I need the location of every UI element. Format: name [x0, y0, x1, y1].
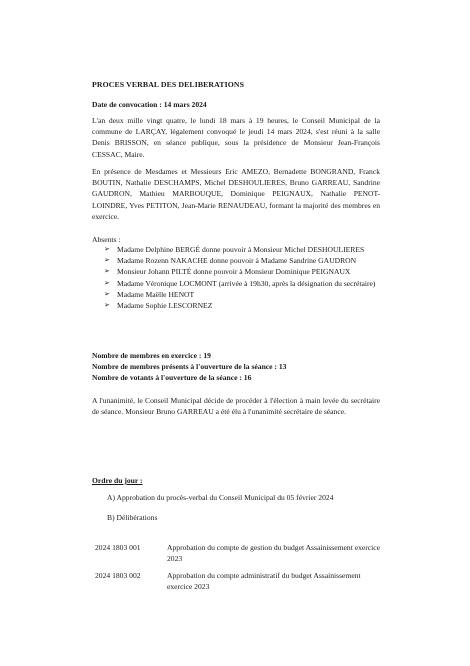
- arrow-bullet-icon: ➢: [104, 267, 110, 276]
- convocation-date: Date de convocation : 14 mars 2024: [92, 100, 207, 109]
- count-present: Nombre de membres présents à l'ouverture de la séance : 13: [92, 362, 287, 371]
- absent-item-text: Madame Rozenn NAKACHE donne pouvoir à Madame Sandrine GAUDRON: [117, 256, 357, 266]
- arrow-bullet-icon: ➢: [104, 278, 110, 287]
- absent-item-text: Madame Maëlle HENOT: [117, 289, 195, 299]
- absent-item-text: Madame Delphine BERGÉ donne pouvoir à Monsieur Michel DESHOULIERES: [117, 245, 365, 254]
- absent-item-text: Madame Véronique LOCMONT (arrivée à 19h30, après la désignation du secrétaire): [117, 278, 376, 288]
- arrow-bullet-icon: ➢: [104, 245, 110, 253]
- arrow-bullet-icon: ➢: [104, 289, 110, 298]
- deliberation-text: Approbation du compte administratif du budget Assainissement exercice 2023: [167, 571, 361, 592]
- absent-item: [104, 289, 380, 300]
- deliberation-number: 2024 1803 001: [95, 543, 141, 552]
- presents-paragraph: En présence de Mesdames et Messieurs Eric AMEZO, Bernadette BONGRAND, Franck BOUTIN, Nathalie DESCHAMPS, Michel DESHOULIERES, Bruno GARREAU, Sandrine GAUDRON, Mathieu MARBOUQUE, Dominique PEIGNAUX, Nathalie PENOT-LOINDRE, Yves PETITON, Jean-Marie RENAUDEAU, formant la majorité des membres en exercice.: [92, 167, 380, 221]
- intro-paragraph: L'an deux mille vingt quatre, le lundi 18 mars à 19 heures, le Conseil Municipal de la commune de LARÇAY, légalement convoqué le jeudi 14 mars 2024, s'est réuni à la salle Denis BRISSON, en séance publique, sous la présidence de Monsieur Jean-François CESSAC, Maire.: [92, 116, 380, 159]
- count-voters: Nombre de votants à l'ouverture de la séance : 16: [92, 373, 252, 382]
- secretary-election-paragraph: A l'unanimité, le Conseil Municipal décide de procéder à l'élection à main levée du secrétaire de séance. Monsieur Bruno GARREAU a été élu à l'unanimité secrétaire de séance.: [92, 396, 380, 417]
- absent-item-text: Monsieur Johann PILTÉ donne pouvoir à Monsieur Dominique PEIGNAUX: [117, 267, 351, 277]
- arrow-bullet-icon: ➢: [104, 301, 110, 310]
- document-title: PROCES VERBAL DES DELIBERATIONS: [92, 80, 245, 89]
- absent-item-text: Madame Sophie LESCORNEZ: [117, 301, 213, 311]
- deliberation-number: 2024 1803 002: [95, 571, 141, 580]
- deliberation-text: Approbation du compte de gestion du budget Assainissement exercice 2023: [167, 543, 380, 564]
- absent-item: [104, 244, 380, 255]
- count-members: Nombre de membres en exercice : 19: [92, 351, 211, 360]
- absent-item: [104, 255, 380, 266]
- arrow-bullet-icon: ➢: [104, 256, 110, 265]
- agenda-item-b: B) Délibérations: [107, 513, 158, 522]
- absent-item: [104, 300, 380, 311]
- absent-item: [104, 266, 380, 277]
- agenda-heading: Ordre du jour :: [92, 476, 143, 485]
- absents-list: [104, 244, 380, 311]
- absents-label: Absents :: [92, 235, 121, 244]
- absent-item: [104, 278, 380, 289]
- agenda-item-a: A) Approbation du procès-verbal du Conseil Municipal du 05 février 2024: [107, 493, 334, 502]
- member-counts: [92, 350, 286, 383]
